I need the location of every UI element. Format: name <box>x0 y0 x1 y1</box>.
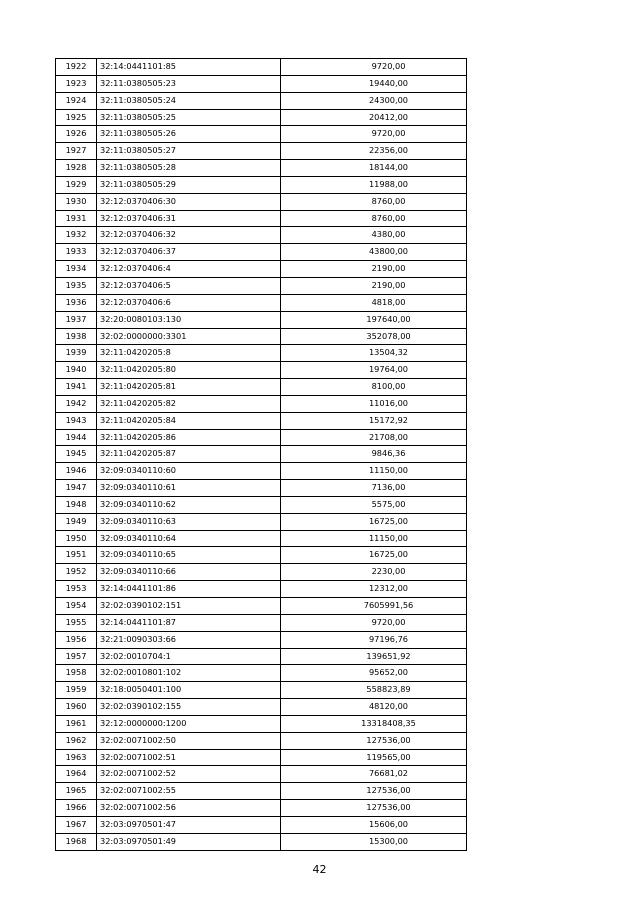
cadastral-number-cell: 32:11:0420205:80 <box>97 362 281 379</box>
cadastral-number-cell: 32:11:0420205:81 <box>97 379 281 396</box>
cadastral-number-cell: 32:11:0420205:82 <box>97 395 281 412</box>
table-row <box>56 614 467 631</box>
row-number-cell: 1922 <box>56 59 97 76</box>
table-row <box>56 227 467 244</box>
cadastral-number-cell: 32:09:0340110:63 <box>97 513 281 530</box>
row-number-cell: 1945 <box>56 446 97 463</box>
row-number-cell: 1953 <box>56 581 97 598</box>
table-row <box>56 783 467 800</box>
table-row <box>56 749 467 766</box>
cadastral-number-cell: 32:09:0340110:66 <box>97 564 281 581</box>
value-cell: 22356,00 <box>281 143 467 160</box>
value-cell: 20412,00 <box>281 109 467 126</box>
value-cell: 2190,00 <box>281 261 467 278</box>
table-row <box>56 429 467 446</box>
row-number-cell: 1943 <box>56 412 97 429</box>
table-row <box>56 294 467 311</box>
row-number-cell: 1960 <box>56 699 97 716</box>
value-cell: 119565,00 <box>281 749 467 766</box>
value-cell: 13318408,35 <box>281 715 467 732</box>
value-cell: 12312,00 <box>281 581 467 598</box>
cadastral-number-cell: 32:02:0071002:56 <box>97 800 281 817</box>
cadastral-number-cell: 32:02:0010801:102 <box>97 665 281 682</box>
value-cell: 21708,00 <box>281 429 467 446</box>
cadastral-number-cell: 32:12:0370406:4 <box>97 261 281 278</box>
table-row <box>56 143 467 160</box>
row-number-cell: 1961 <box>56 715 97 732</box>
table-row <box>56 513 467 530</box>
cadastral-number-cell: 32:11:0420205:84 <box>97 412 281 429</box>
cadastral-number-cell: 32:09:0340110:62 <box>97 496 281 513</box>
table-row <box>56 446 467 463</box>
cadastral-number-cell: 32:20:0080103:130 <box>97 311 281 328</box>
table-row <box>56 463 467 480</box>
cadastral-number-cell: 32:12:0370406:5 <box>97 277 281 294</box>
cadastral-number-cell: 32:02:0000000:3301 <box>97 328 281 345</box>
value-cell: 8760,00 <box>281 210 467 227</box>
value-cell: 7136,00 <box>281 480 467 497</box>
value-cell: 197640,00 <box>281 311 467 328</box>
value-cell: 11016,00 <box>281 395 467 412</box>
cadastral-number-cell: 32:09:0340110:65 <box>97 547 281 564</box>
value-cell: 4818,00 <box>281 294 467 311</box>
table-row <box>56 530 467 547</box>
row-number-cell: 1927 <box>56 143 97 160</box>
cadastral-number-cell: 32:02:0071002:55 <box>97 783 281 800</box>
value-cell: 558823,89 <box>281 682 467 699</box>
table-row <box>56 345 467 362</box>
table-row <box>56 564 467 581</box>
value-cell: 76681,02 <box>281 766 467 783</box>
table-row <box>56 800 467 817</box>
cadastral-number-cell: 32:14:0441101:85 <box>97 59 281 76</box>
value-cell: 11150,00 <box>281 530 467 547</box>
row-number-cell: 1932 <box>56 227 97 244</box>
table-row <box>56 244 467 261</box>
row-number-cell: 1962 <box>56 732 97 749</box>
table-row <box>56 598 467 615</box>
row-number-cell: 1936 <box>56 294 97 311</box>
row-number-cell: 1938 <box>56 328 97 345</box>
row-number-cell: 1951 <box>56 547 97 564</box>
table-row <box>56 109 467 126</box>
table-row <box>56 648 467 665</box>
row-number-cell: 1940 <box>56 362 97 379</box>
row-number-cell: 1966 <box>56 800 97 817</box>
value-cell: 97196,76 <box>281 631 467 648</box>
row-number-cell: 1946 <box>56 463 97 480</box>
table-row <box>56 732 467 749</box>
table-row <box>56 480 467 497</box>
value-cell: 11150,00 <box>281 463 467 480</box>
value-cell: 15300,00 <box>281 833 467 850</box>
value-cell: 352078,00 <box>281 328 467 345</box>
row-number-cell: 1924 <box>56 92 97 109</box>
row-number-cell: 1955 <box>56 614 97 631</box>
table-row <box>56 75 467 92</box>
table-row <box>56 766 467 783</box>
value-cell: 48120,00 <box>281 699 467 716</box>
cadastral-number-cell: 32:03:0970501:49 <box>97 833 281 850</box>
cadastral-number-cell: 32:11:0380505:29 <box>97 176 281 193</box>
row-number-cell: 1949 <box>56 513 97 530</box>
value-cell: 8100,00 <box>281 379 467 396</box>
row-number-cell: 1952 <box>56 564 97 581</box>
row-number-cell: 1926 <box>56 126 97 143</box>
table-row <box>56 261 467 278</box>
table-row <box>56 92 467 109</box>
row-number-cell: 1941 <box>56 379 97 396</box>
value-cell: 19440,00 <box>281 75 467 92</box>
row-number-cell: 1934 <box>56 261 97 278</box>
row-number-cell: 1948 <box>56 496 97 513</box>
cadastral-number-cell: 32:14:0441101:87 <box>97 614 281 631</box>
table-row <box>56 547 467 564</box>
cadastral-number-cell: 32:11:0380505:23 <box>97 75 281 92</box>
table-row <box>56 379 467 396</box>
cadastral-number-cell: 32:09:0340110:64 <box>97 530 281 547</box>
table-row <box>56 581 467 598</box>
value-cell: 16725,00 <box>281 513 467 530</box>
cadastral-number-cell: 32:11:0380505:28 <box>97 160 281 177</box>
cadastral-number-cell: 32:09:0340110:61 <box>97 480 281 497</box>
value-cell: 127536,00 <box>281 732 467 749</box>
table-row <box>56 682 467 699</box>
table-row <box>56 277 467 294</box>
cadastral-number-cell: 32:02:0010704:1 <box>97 648 281 665</box>
cadastral-number-cell: 32:03:0970501:47 <box>97 816 281 833</box>
cadastral-number-cell: 32:02:0071002:50 <box>97 732 281 749</box>
row-number-cell: 1935 <box>56 277 97 294</box>
row-number-cell: 1923 <box>56 75 97 92</box>
page-number: 42 <box>312 863 327 876</box>
table-row <box>56 193 467 210</box>
cadastral-number-cell: 32:02:0390102:155 <box>97 699 281 716</box>
row-number-cell: 1950 <box>56 530 97 547</box>
table-row <box>56 362 467 379</box>
table-row <box>56 126 467 143</box>
value-cell: 19764,00 <box>281 362 467 379</box>
cadastral-number-cell: 32:12:0370406:6 <box>97 294 281 311</box>
row-number-cell: 1968 <box>56 833 97 850</box>
table-row <box>56 816 467 833</box>
table-row <box>56 311 467 328</box>
row-number-cell: 1930 <box>56 193 97 210</box>
value-cell: 15172,92 <box>281 412 467 429</box>
table-body <box>56 59 467 851</box>
table-row <box>56 395 467 412</box>
row-number-cell: 1947 <box>56 480 97 497</box>
cadastral-number-cell: 32:02:0071002:52 <box>97 766 281 783</box>
table-row <box>56 59 467 76</box>
value-cell: 7605991,56 <box>281 598 467 615</box>
cadastral-number-cell: 32:11:0380505:27 <box>97 143 281 160</box>
table-row <box>56 210 467 227</box>
cadastral-number-cell: 32:12:0370406:31 <box>97 210 281 227</box>
row-number-cell: 1929 <box>56 176 97 193</box>
value-cell: 9720,00 <box>281 59 467 76</box>
row-number-cell: 1965 <box>56 783 97 800</box>
cadastral-number-cell: 32:21:0090303:66 <box>97 631 281 648</box>
value-cell: 2230,00 <box>281 564 467 581</box>
table-row <box>56 699 467 716</box>
value-cell: 9846,36 <box>281 446 467 463</box>
table-row <box>56 412 467 429</box>
value-cell: 4380,00 <box>281 227 467 244</box>
cadastral-number-cell: 32:09:0340110:60 <box>97 463 281 480</box>
cadastral-number-cell: 32:02:0071002:51 <box>97 749 281 766</box>
cadastral-number-cell: 32:12:0370406:32 <box>97 227 281 244</box>
row-number-cell: 1964 <box>56 766 97 783</box>
row-number-cell: 1954 <box>56 598 97 615</box>
cadastral-number-cell: 32:11:0380505:26 <box>97 126 281 143</box>
value-cell: 2190,00 <box>281 277 467 294</box>
value-cell: 95652,00 <box>281 665 467 682</box>
table-row <box>56 176 467 193</box>
table-row <box>56 496 467 513</box>
value-cell: 9720,00 <box>281 614 467 631</box>
value-cell: 127536,00 <box>281 783 467 800</box>
value-cell: 9720,00 <box>281 126 467 143</box>
row-number-cell: 1925 <box>56 109 97 126</box>
value-cell: 24300,00 <box>281 92 467 109</box>
row-number-cell: 1959 <box>56 682 97 699</box>
cadastral-number-cell: 32:14:0441101:86 <box>97 581 281 598</box>
value-cell: 139651,92 <box>281 648 467 665</box>
value-cell: 127536,00 <box>281 800 467 817</box>
cadastral-number-cell: 32:12:0370406:30 <box>97 193 281 210</box>
cadastral-number-cell: 32:11:0420205:87 <box>97 446 281 463</box>
row-number-cell: 1958 <box>56 665 97 682</box>
row-number-cell: 1944 <box>56 429 97 446</box>
cadastral-number-cell: 32:18:0050401:100 <box>97 682 281 699</box>
cadastral-number-cell: 32:12:0000000:1200 <box>97 715 281 732</box>
cadastral-number-cell: 32:11:0380505:24 <box>97 92 281 109</box>
table-row <box>56 160 467 177</box>
value-cell: 43800,00 <box>281 244 467 261</box>
table-row <box>56 833 467 850</box>
cadastral-value-table <box>55 58 467 851</box>
value-cell: 8760,00 <box>281 193 467 210</box>
row-number-cell: 1939 <box>56 345 97 362</box>
cadastral-number-cell: 32:11:0420205:86 <box>97 429 281 446</box>
table-row <box>56 715 467 732</box>
row-number-cell: 1931 <box>56 210 97 227</box>
row-number-cell: 1928 <box>56 160 97 177</box>
row-number-cell: 1942 <box>56 395 97 412</box>
cadastral-number-cell: 32:02:0390102:151 <box>97 598 281 615</box>
cadastral-number-cell: 32:12:0370406:37 <box>97 244 281 261</box>
value-cell: 11988,00 <box>281 176 467 193</box>
row-number-cell: 1956 <box>56 631 97 648</box>
row-number-cell: 1963 <box>56 749 97 766</box>
value-cell: 16725,00 <box>281 547 467 564</box>
row-number-cell: 1937 <box>56 311 97 328</box>
row-number-cell: 1967 <box>56 816 97 833</box>
value-cell: 13504,32 <box>281 345 467 362</box>
table-row <box>56 631 467 648</box>
cadastral-number-cell: 32:11:0380505:25 <box>97 109 281 126</box>
value-cell: 15606,00 <box>281 816 467 833</box>
table-row <box>56 665 467 682</box>
row-number-cell: 1933 <box>56 244 97 261</box>
cadastral-number-cell: 32:11:0420205:8 <box>97 345 281 362</box>
row-number-cell: 1957 <box>56 648 97 665</box>
table-row <box>56 328 467 345</box>
value-cell: 5575,00 <box>281 496 467 513</box>
value-cell: 18144,00 <box>281 160 467 177</box>
